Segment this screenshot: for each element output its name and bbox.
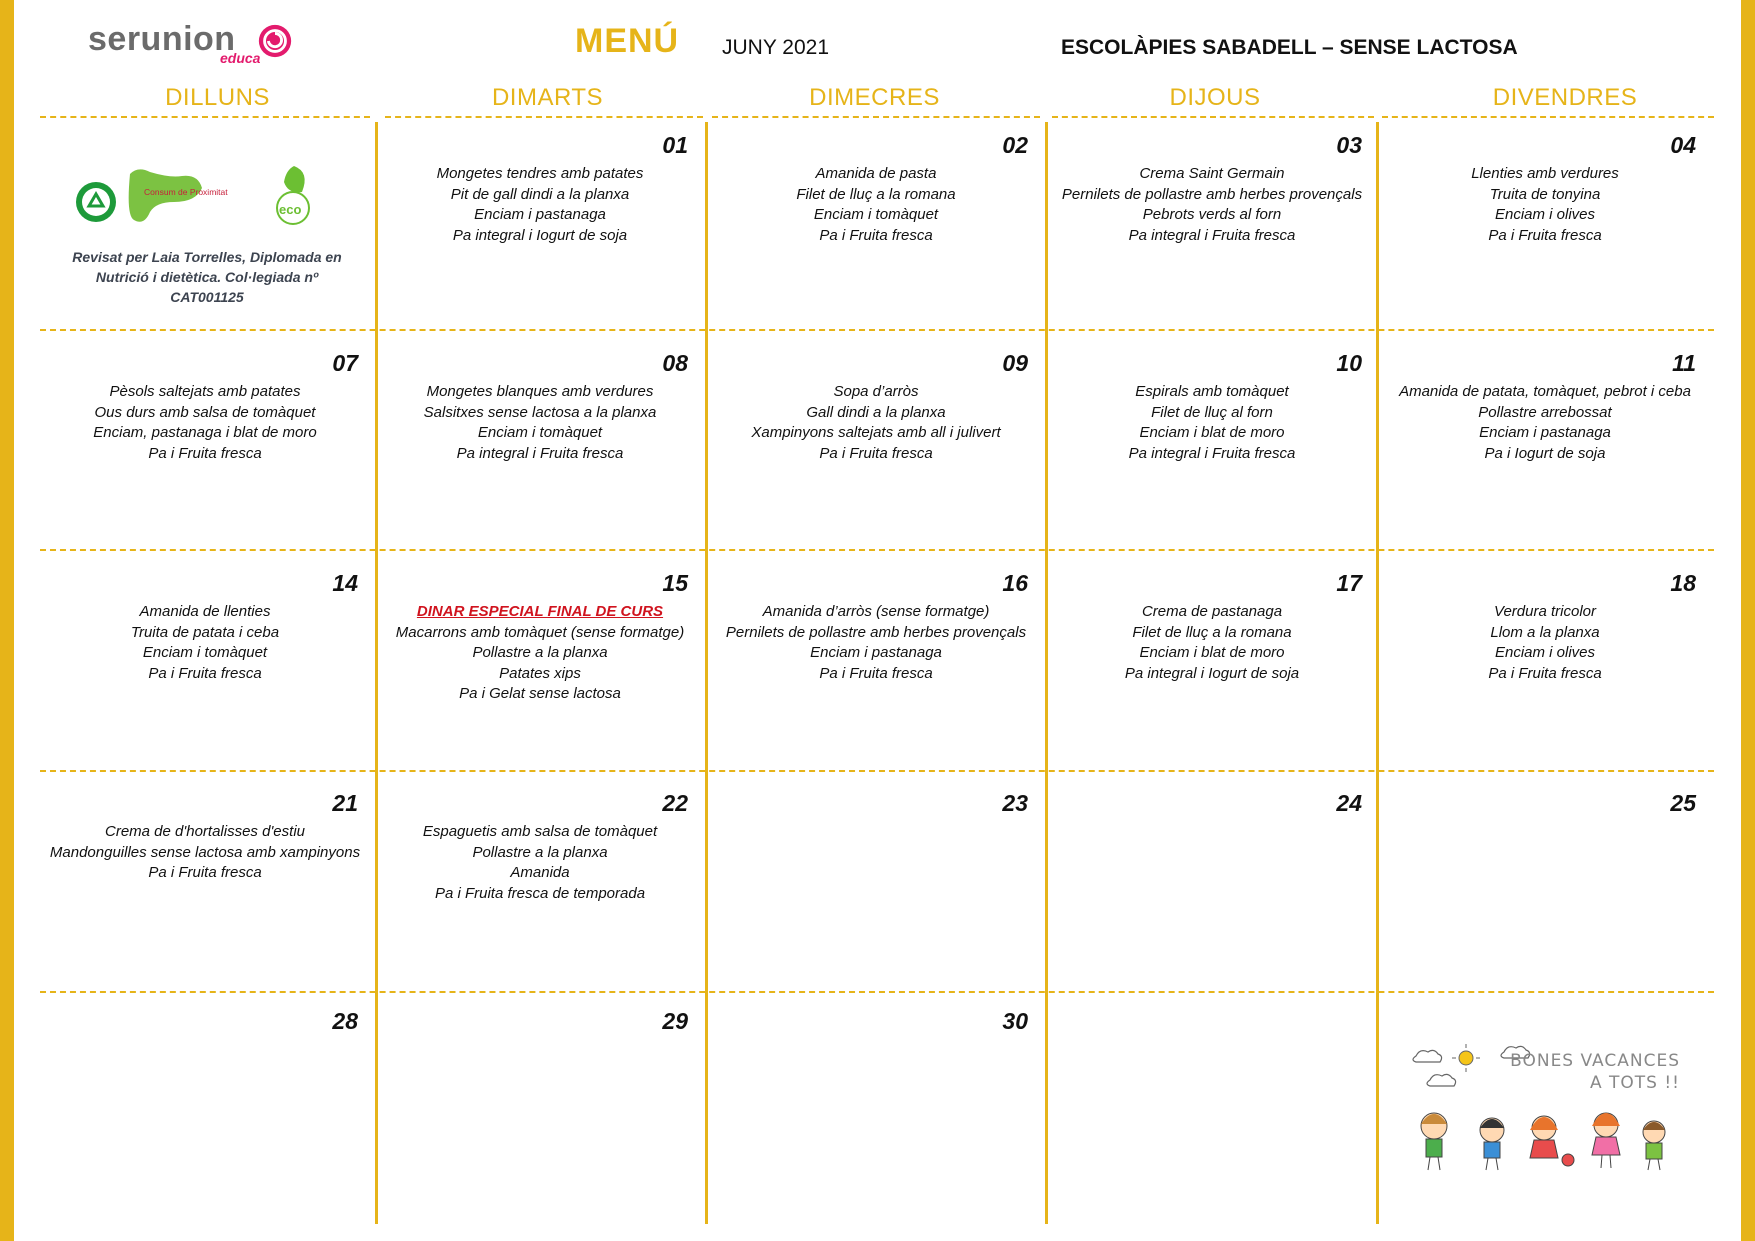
date-number: 10 <box>1336 350 1362 376</box>
dish-list <box>380 602 700 705</box>
date-number: 24 <box>1336 790 1362 816</box>
date-number: 22 <box>662 790 688 816</box>
dish: Pa i Fruita fresca <box>819 226 933 244</box>
dish: Enciam i blat de moro <box>1139 644 1285 661</box>
dish: Pollastre a la planxa <box>472 644 608 661</box>
date-number: 01 <box>662 132 688 158</box>
dish: Pollastre a la planxa <box>472 843 608 861</box>
divider-h <box>40 770 1714 772</box>
recycle-icon <box>76 182 116 222</box>
dish: Amanida <box>510 864 570 881</box>
menu-title: MENÚ <box>575 22 680 60</box>
rose-icon <box>256 22 294 60</box>
proximitat-icon <box>129 169 229 221</box>
date-number: 08 <box>662 350 688 376</box>
vacances-line: A TOTS !! <box>1589 1073 1680 1093</box>
date-number: 28 <box>332 1008 358 1034</box>
day-cell-23 <box>712 790 1040 980</box>
day-cell-14 <box>40 570 370 760</box>
day-cell-22 <box>380 790 700 980</box>
sun-icon <box>1452 1044 1480 1072</box>
dish-list <box>40 382 370 464</box>
school-title: ESCOLÀPIES SABADELL – SENSE LACTOSA <box>1061 36 1518 59</box>
month-label: JUNY 2021 <box>722 36 830 59</box>
reviewed-line: Revisat per Laia Torrelles, Diplomada en <box>72 249 342 265</box>
divider-v <box>1376 122 1379 1224</box>
dish: Truita de patata i ceba <box>130 623 280 641</box>
day-cell-02 <box>712 132 1040 322</box>
day-cell-15 <box>380 570 700 760</box>
reviewed-line: CAT001125 <box>170 289 244 305</box>
weekday-wednesday: DIMECRES <box>809 84 940 111</box>
dish: Pa i Fruita fresca de temporada <box>434 884 646 902</box>
dish-list <box>1382 382 1708 464</box>
day-cell-04 <box>1382 132 1708 322</box>
divider-h <box>712 116 1040 118</box>
day-cell-10 <box>1050 350 1374 540</box>
dish: Amanida de patata, tomàquet, pebrot i ceba <box>1399 383 1691 400</box>
weekday-friday: DIVENDRES <box>1492 84 1638 111</box>
dish: Pa integral i Fruita fresca <box>1128 444 1296 462</box>
dish-list <box>1382 164 1708 246</box>
dish: Crema de pastanaga <box>1141 603 1283 620</box>
dish: Amanida de pasta <box>815 165 937 182</box>
dish: Verdura tricolor <box>1494 603 1596 620</box>
date-number: 23 <box>1002 790 1028 816</box>
day-cell-21 <box>40 790 370 980</box>
dish: Pa integral i Fruita fresca <box>456 444 624 462</box>
day-cell-30 <box>712 1008 1040 1208</box>
dish: Enciam i pastanaga <box>474 206 606 223</box>
dish: Pit de gall dindi a la planxa <box>450 185 630 203</box>
dish: Xampinyons saltejats amb all i julivert <box>751 424 1001 441</box>
dish: Pollastre arrebossat <box>1478 403 1612 421</box>
day-cell-08 <box>380 350 700 540</box>
dish: Crema de d'hortalisses d'estiu <box>105 823 305 840</box>
dish: Filet de lluç al forn <box>1151 403 1273 421</box>
dish: Pa i Fruita fresca <box>148 664 262 682</box>
dish-list <box>712 382 1040 464</box>
reviewed-line: Nutrició i dietètica. Col·legiada nº <box>95 269 319 285</box>
dish-list <box>1050 602 1374 684</box>
day-cell-07 <box>40 350 370 540</box>
dish: Enciam i blat de moro <box>1139 424 1285 441</box>
dish: Enciam i pastanaga <box>1479 424 1611 441</box>
dish: Ous durs amb salsa de tomàquet <box>94 403 316 421</box>
dish: Pa i Fruita fresca <box>148 864 262 881</box>
dish: Llenties amb verdures <box>1471 165 1619 182</box>
brand-name: serunion <box>88 20 236 58</box>
dish: Gall dindi a la planxa <box>806 403 946 421</box>
dish: Pa i Fruita fresca <box>148 444 262 462</box>
date-number: 25 <box>1670 790 1696 816</box>
divider-h <box>40 991 1714 993</box>
dish: Enciam i tomàquet <box>142 644 268 661</box>
weekday-thursday: DIJOUS <box>1169 84 1261 111</box>
dish: Pa integral i Fruita fresca <box>1128 226 1296 244</box>
divider-v <box>375 122 378 1224</box>
dish: Pa i Iogurt de soja <box>1484 444 1606 462</box>
day-cell-17 <box>1050 570 1374 760</box>
dish: Enciam i tomàquet <box>813 206 939 223</box>
dish: Mandonguilles sense lactosa amb xampinyons <box>49 843 361 861</box>
dish: Enciam i olives <box>1494 644 1596 661</box>
certification-badges <box>74 164 324 228</box>
day-cell-11 <box>1382 350 1708 540</box>
dish: Amanida de llenties <box>139 603 271 620</box>
kid-figures <box>1421 1113 1665 1170</box>
dish-list <box>712 164 1040 246</box>
right-frame-border <box>1741 0 1755 1241</box>
date-number: 02 <box>1002 132 1028 158</box>
dish-list <box>1050 164 1374 246</box>
date-number: 30 <box>1002 1008 1028 1034</box>
day-cell-16 <box>712 570 1040 760</box>
dish: Pa i Fruita fresca <box>1488 664 1602 682</box>
dish: Macarrons amb tomàquet (sense formatge) <box>395 623 685 641</box>
dish: Pa integral i Iogurt de soja <box>452 226 628 244</box>
dish-list <box>380 382 700 464</box>
day-cell-18 <box>1382 570 1708 760</box>
dish: Pèsols saltejats amb patates <box>109 383 301 400</box>
day-cell-24 <box>1050 790 1374 980</box>
dish: Filet de lluç a la romana <box>796 185 956 203</box>
date-number: 16 <box>1002 570 1028 596</box>
date-number: 17 <box>1336 570 1362 596</box>
dish: Pernilets de pollastre amb herbes provençals <box>1061 185 1363 203</box>
brand-sub: educa <box>220 50 261 66</box>
date-number: 29 <box>662 1008 688 1034</box>
eco-icon <box>277 166 309 224</box>
dish-list <box>40 822 370 884</box>
divider-h <box>40 329 1714 331</box>
reviewed-note <box>52 247 362 307</box>
dish: Filet de lluç a la romana <box>1132 623 1292 641</box>
divider-h <box>40 549 1714 551</box>
dish-list <box>1050 382 1374 464</box>
date-number: 21 <box>332 790 358 816</box>
dish: Pebrots verds al forn <box>1142 206 1282 223</box>
serunion-logo <box>88 16 308 66</box>
vacances-message <box>1510 1050 1680 1094</box>
dish-list <box>380 164 700 246</box>
dish: Llom a la planxa <box>1490 623 1600 641</box>
day-cell-09 <box>712 350 1040 540</box>
dish-list <box>712 602 1040 684</box>
date-number: 04 <box>1670 132 1696 158</box>
date-number: 03 <box>1336 132 1362 158</box>
left-frame-border <box>0 0 14 1241</box>
dish-list <box>380 822 700 904</box>
date-number: 07 <box>332 350 358 376</box>
dish: Espirals amb tomàquet <box>1135 383 1289 400</box>
weekday-monday: DILLUNS <box>165 84 270 111</box>
weekday-tuesday: DIMARTS <box>491 84 604 111</box>
dish: Patates xips <box>499 664 581 682</box>
date-number: 14 <box>332 570 358 596</box>
dish: Crema Saint Germain <box>1139 165 1285 182</box>
dish: Amanida d’arròs (sense formatge) <box>762 603 990 620</box>
divider-v <box>705 122 708 1224</box>
dish: Enciam i olives <box>1494 206 1596 223</box>
dish: Espaguetis amb salsa de tomàquet <box>422 823 658 840</box>
dish: Salsitxes sense lactosa a la planxa <box>423 403 657 421</box>
dish: Truita de tonyina <box>1489 185 1601 203</box>
dish: Pa i Fruita fresca <box>819 664 933 682</box>
divider-v <box>1045 122 1048 1224</box>
day-cell-28 <box>40 1008 370 1208</box>
divider-h <box>1382 116 1714 118</box>
date-number: 18 <box>1670 570 1696 596</box>
proximitat-label: Consum de Proximitat <box>144 187 228 197</box>
dish: Enciam i pastanaga <box>810 644 942 661</box>
dish: Pa i Fruita fresca <box>1488 226 1602 244</box>
eco-label: eco <box>279 202 302 217</box>
date-number: 11 <box>1672 350 1696 376</box>
dish: Enciam i tomàquet <box>477 424 603 441</box>
divider-h <box>385 116 703 118</box>
dish-list <box>40 602 370 684</box>
divider-h <box>40 116 370 118</box>
dish: Pernilets de pollastre amb herbes provençals <box>725 623 1027 641</box>
dish: Sopa d’arròs <box>833 383 919 400</box>
day-cell-29 <box>380 1008 700 1208</box>
dish: Pa i Gelat sense lactosa <box>459 685 621 702</box>
day-cell-25 <box>1382 790 1708 980</box>
dish-list <box>1382 602 1708 684</box>
divider-h <box>1052 116 1374 118</box>
dish: Pa i Fruita fresca <box>819 444 933 462</box>
special-lunch-title: DINAR ESPECIAL FINAL DE CURS <box>416 603 664 620</box>
dish: Enciam, pastanaga i blat de moro <box>93 424 317 441</box>
day-cell-03 <box>1050 132 1374 322</box>
vacances-line: BONES VACANCES <box>1510 1051 1680 1071</box>
dish: Mongetes tendres amb patates <box>436 165 644 182</box>
dish: Pa integral i Iogurt de soja <box>1124 664 1300 682</box>
dish: Mongetes blanques amb verdures <box>426 383 654 400</box>
date-number: 15 <box>662 570 688 596</box>
date-number: 09 <box>1002 350 1028 376</box>
vacances-illustration <box>1400 1040 1680 1180</box>
day-cell-01 <box>380 132 700 322</box>
